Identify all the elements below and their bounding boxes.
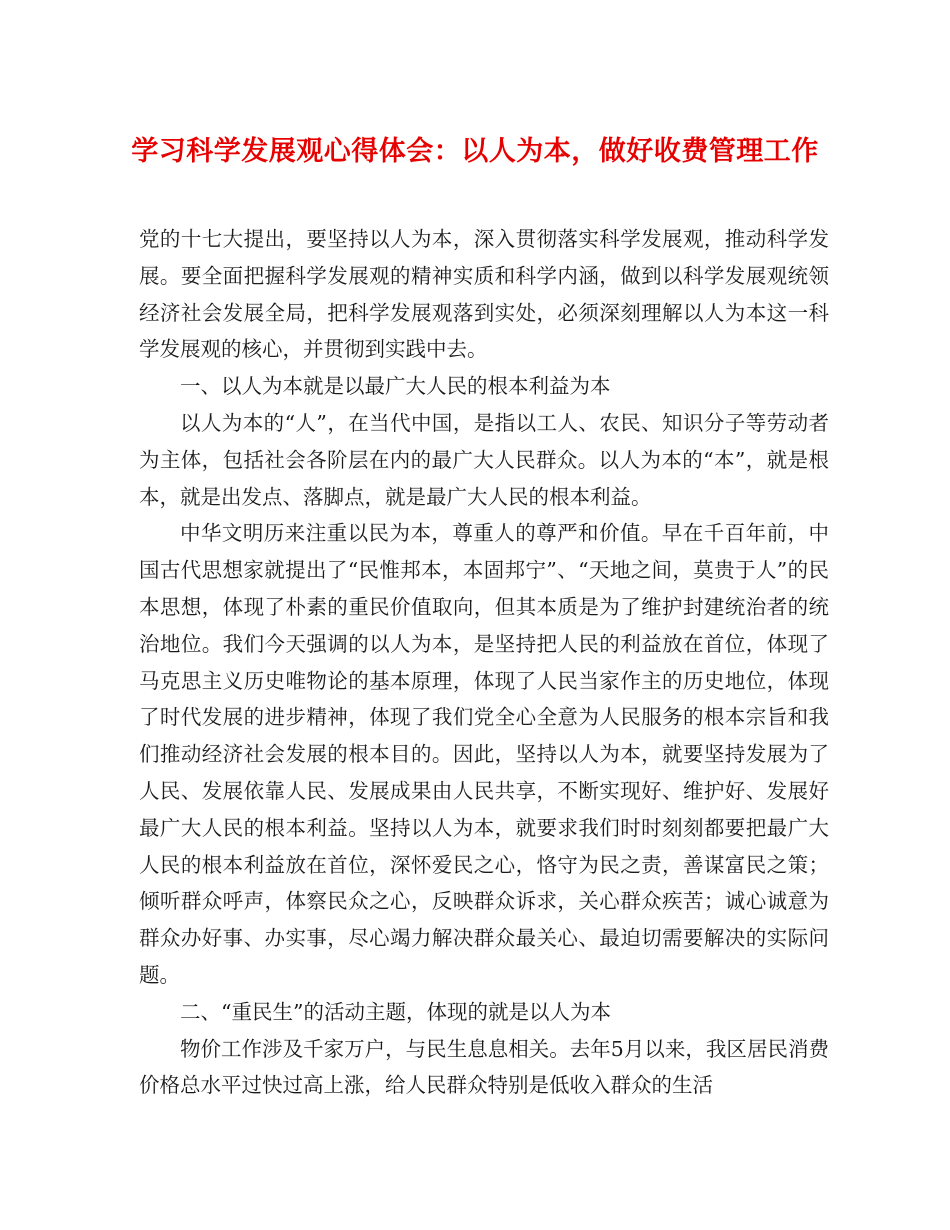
section-heading-2: 二、“重民生”的活动主题，体现的就是以人为本: [180, 999, 611, 1024]
paragraph-civilization: 中华文明历来注重以民为本，尊重人的尊严和价值。早在千百年前，中国古代思想家就提出了“民惟邦本，本固邦宁”、“天地之间，莫贵于人”的民本思想，体现了朴素的重民价值取向，但其本质是为了维护封建统治者的统治地位。我们今天强调的以人为本，是坚持把人民的利益放在首位，体现了马克思主义历史唯物论的基本原理，体现了人民当家作主的历史地位，体现了时代发展的进步精神，体现了我们党全心全意为人民服务的根本宗旨和我们推动经济社会发展的根本目的。因此，坚持以人为本，就要坚持发展为了人民、发展依靠人民、发展成果由人民共享，不断实现好、维护好、发展好最广大人民的根本利益。坚持以人为本，就要求我们时时刻刻都要把最广大人民的根本利益放在首位，深怀爱民之心，恪守为民之责，善谋富民之策；倾听群众呼声，体察民众之心，反映群众诉求，关心群众疾苦；诚心诚意为群众办好事、办实事，尽心竭力解决群众最关心、最迫切需要解决的实际问题。: [139, 521, 829, 987]
document-body: [139, 221, 829, 1104]
paragraph-prices: 物价工作涉及千家万户，与民生息息相关。去年5月以来，我区居民消费价格总水平过快过高上涨，给人民群众特别是低收入群众的生活: [139, 1036, 829, 1098]
paragraph-people-definition: 以人为本的“人”，在当代中国，是指以工人、农民、知识分子等劳动者为主体，包括社会各阶层在内的最广大人民群众。以人为本的“本”，就是根本，就是出发点、落脚点，就是最广大人民的根本利益。: [139, 410, 829, 509]
section-heading-1: 一、以人为本就是以最广大人民的根本利益为本: [180, 374, 611, 399]
document-title: 学习科学发展观心得体会：以人为本，做好收费管理工作: [131, 136, 819, 167]
paragraph-intro: 党的十七大提出，要坚持以人为本，深入贯彻落实科学发展观，推动科学发展。要全面把握科学发展观的精神实质和科学内涵，做到以科学发展观统领经济社会发展全局，把科学发展观落到实处，必须深刻理解以人为本这一科学发展观的核心，并贯彻到实践中去。: [139, 227, 829, 362]
